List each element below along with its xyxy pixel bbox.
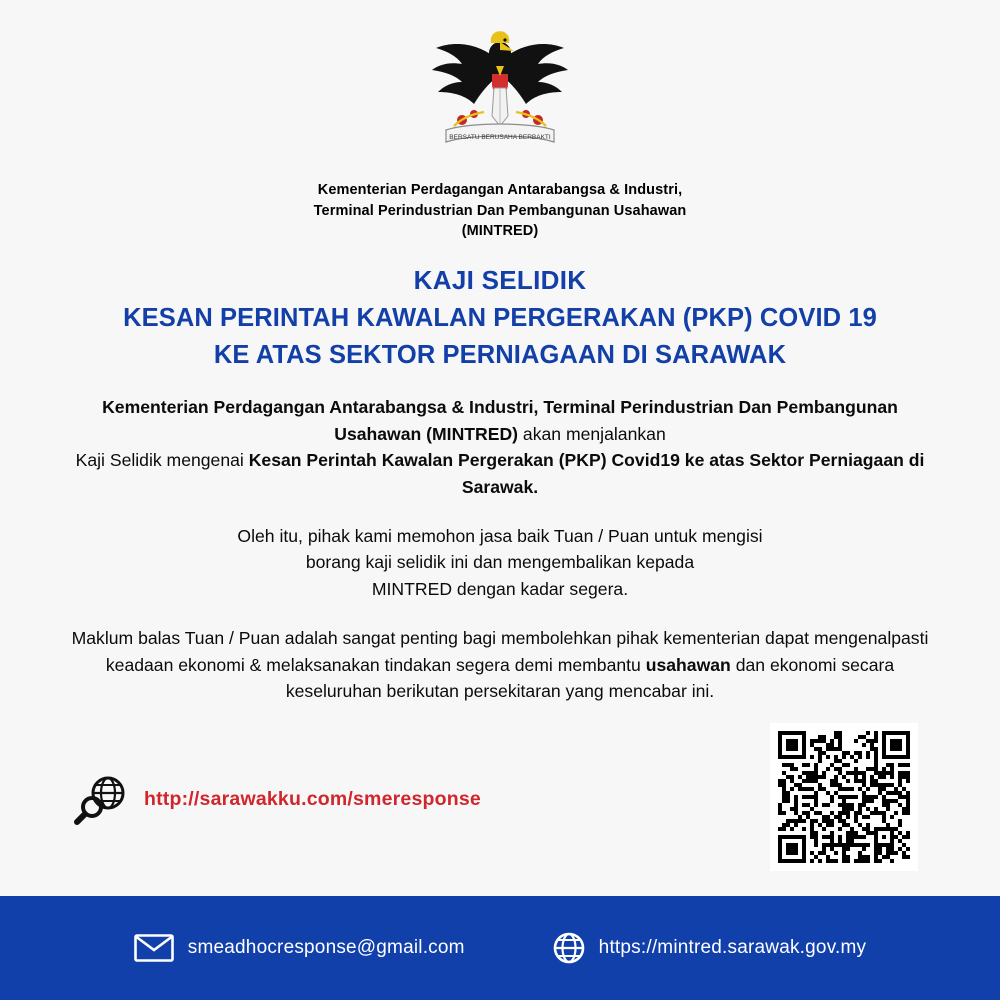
paragraph-1-segment-3: Kaji Selidik mengenai: [75, 450, 249, 471]
globe-magnifier-icon: [70, 773, 132, 825]
body-text: [60, 394, 940, 705]
survey-url-link[interactable]: http://sarawakku.com/smeresponse: [144, 787, 481, 810]
ministry-line-3: (MINTRED): [461, 223, 539, 240]
ministry-line-2: Terminal Perindustrian Dan Pembangunan Usahawan: [313, 202, 687, 219]
ministry-line-1: Kementerian Perdagangan Antarabangsa & Industri,: [317, 182, 683, 198]
link-and-qr-row: [60, 723, 940, 883]
footer-bar: [0, 896, 1000, 1000]
envelope-icon: [134, 934, 174, 962]
paragraph-1: [60, 394, 940, 501]
title-line-1: KAJI SELIDIK: [413, 264, 587, 295]
paragraph-1-bold-tail: Kesan Perintah Kawalan Pergerakan (PKP) Covid19 ke atas Sektor Perniagaan di Sarawak.: [248, 450, 925, 498]
sarawak-coat-of-arms-icon: [410, 18, 590, 168]
paragraph-3-bold: usahawan: [645, 654, 731, 675]
page-title: [123, 264, 877, 372]
svg-text:BERSATU BERUSAHA BERBAKTI: BERSATU BERUSAHA BERBAKTI: [449, 134, 551, 141]
footer-email-item[interactable]: [134, 934, 465, 962]
paragraph-3-segment-3: dan ekonomi secara keseluruhan berikutan persekitaran yang mencabar ini.: [285, 654, 895, 702]
footer-divider: [0, 878, 1000, 896]
paragraph-3: [60, 625, 940, 705]
qr-code-icon: [770, 723, 918, 871]
title-line-3: KE ATAS SEKTOR PERNIAGAAN DI SARAWAK: [213, 340, 787, 369]
globe-icon: [553, 932, 585, 964]
paragraph-2: [60, 523, 940, 603]
title-line-2: KESAN PERINTAH KAWALAN PERGERAKAN (PKP) COVID 19: [123, 303, 877, 332]
paragraph-2-line-3: MINTRED dengan kadar segera.: [371, 579, 629, 600]
paragraph-1-segment-2: akan menjalankan: [518, 423, 666, 444]
paragraph-1-bold-lead: Kementerian Perdagangan Antarabangsa & Industri, Terminal Perindustrian Dan Pembangunan Usahawan (MINTRED): [102, 396, 898, 444]
footer-website-label[interactable]: https://mintred.sarawak.gov.my: [598, 937, 867, 958]
ministry-name: [314, 180, 687, 242]
paragraph-2-line-1: Oleh itu, pihak kami memohon jasa baik Tuan / Puan untuk mengisi: [237, 525, 763, 546]
survey-link-group[interactable]: [70, 773, 481, 825]
paragraph-2-line-2: borang kaji selidik ini dan mengembalikan kepada: [305, 552, 695, 573]
footer-website-item[interactable]: [553, 932, 867, 964]
footer-email-label[interactable]: smeadhocresponse@gmail.com: [187, 937, 465, 958]
paragraph-3-segment-1: Maklum balas Tuan / Puan adalah sangat penting bagi membolehkan pihak kementerian dapat mengenalpasti keadaan ekonomi & melaksanakan tindakan segera demi membantu: [71, 627, 929, 675]
